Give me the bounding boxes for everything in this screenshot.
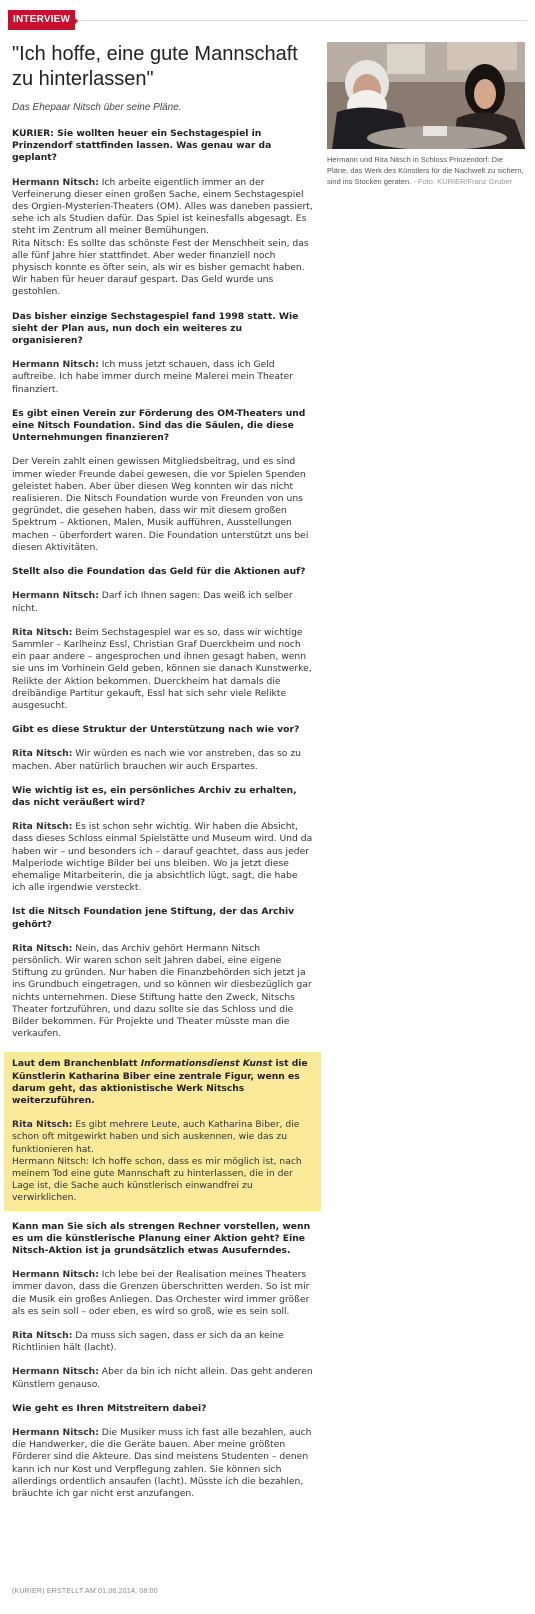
question: Kann man Sie sich als strengen Rechner vorstellen, wenn es um die künstlerische Planung einer Aktion geht? Eine Nitsch-Aktion ist ja grundsätzlich etwas Ausuferndes. bbox=[12, 1220, 311, 1257]
speaker-label: Rita Nitsch: bbox=[12, 748, 73, 760]
question: Wie wichtig ist es, ein persönliches Archiv zu erhalten, das nicht veräußert wird? bbox=[12, 784, 297, 808]
speaker-label: Rita Nitsch: bbox=[12, 626, 73, 638]
answer-text: Ich arbeite eigentlich immer an der Verfeinerung dieser einen großen Sache, einem Sechstagespiel des Orgien-Mysterien-Theaters (OM). Alles was daneben passiert, sehe ich als Studien dafür. Das Spiel ist keinesfalls abgesagt. Es steht im Zentrum all meiner Bemühungen. bbox=[12, 176, 313, 237]
article-footer: (KURIER) ERSTELLT AM 01.06.2014, 08:00 bbox=[12, 1588, 158, 1595]
answer-text: Da muss sich sagen, dass er sich da an keine Richtlinien hält (lacht). bbox=[12, 1330, 284, 1354]
speaker-label: Hermann Nitsch: bbox=[12, 1427, 99, 1439]
question: Ist die Nitsch Foundation jene Stiftung, der das Archiv gehört? bbox=[12, 906, 295, 930]
answer-text: Die Musiker muss ich fast alle bezahlen, auch die Handwerker, die die Geräte bauen. Aber meine größten Förderer sind die Akteure. Das sind meistens Studenten – denen kann ich nur Kost und Verpflegung zahlen. Sie können sich allerdings ordentlich ansaufen (lacht). Müsste ich die bezahlen, bräuchte ich gar nicht erst anzufangen. bbox=[12, 1427, 312, 1500]
section-header bbox=[8, 10, 527, 30]
answer-text: Nein, das Archiv gehört Hermann Nitsch persönlich. Wir waren schon seit Jahren dabei, eine eigene Stiftung zu gründen. Nur haben die Finanzbehörden sich jetzt ja ins Grundbuch eingetragen, und so können wir diesbezüglich gar nichts unternehmen. Diese Stiftung hatte den Zweck, Nitschs Theater fortzuführen, und dazu sollte sie das Schloss und die Bilder bekommen. Für Projekte und Theater müsste man die verkaufen. bbox=[12, 942, 312, 1040]
answer bbox=[12, 943, 313, 1041]
question: Es gibt einen Verein zur Förderung des OM-Theaters und eine Nitsch Foundation. Sind das die Säulen, die diese Unternehmungen finanzieren? bbox=[12, 407, 306, 444]
question: Wie geht es Ihren Mitstreitern dabei? bbox=[12, 1402, 207, 1414]
article-body bbox=[12, 128, 313, 1512]
question: Stellt also die Foundation das Geld für die Aktionen auf? bbox=[12, 566, 306, 578]
speaker-label: Rita Nitsch: bbox=[12, 1119, 73, 1131]
answer-text: Es ist schon sehr wichtig. Wir haben die Absicht, dass dieses Schloss einmal Spielstätte und Museum wird. Und da haben wir – und besonders ich – darauf geachtet, dass aus jeder Malperiode wichtige Bilder bei uns bleiben. Wo ja jetzt diese ehemalige Mitarbeiterin, die ja absichtlich lügt, sagt, die habe ich alle irgendwie versteckt. bbox=[12, 821, 313, 894]
highlight-box bbox=[4, 1052, 321, 1210]
speaker-label: Hermann Nitsch: bbox=[12, 1269, 99, 1281]
article-subtitle: Das Ehepaar Nitsch über seine Pläne. bbox=[12, 102, 182, 113]
answer-text: Darf ich Ihnen sagen: Das weiß ich selber nicht. bbox=[12, 590, 293, 614]
answer bbox=[12, 748, 313, 772]
answer bbox=[12, 1427, 313, 1500]
answer-text: Wir würden es nach wie vor anstreben, das so zu machen. Aber natürlich brauchen wir auch Erspartes. bbox=[12, 748, 301, 772]
answer-text: Beim Sechstagespiel war es so, dass wir wichtige Sammler – Karlheinz Essl, Christian Graf Duerckheim und noch ein paar andere – angesprochen und ihnen gesagt haben, wenn sie uns im Vorhinein Geld geben, können sie danach Kunstwerke, Relikte der Aktion bekommen. Duerckheim hat damals die dreibändige Partitur gekauft, Essl hat sich sehr viele Relikte ausgesucht. bbox=[12, 626, 312, 711]
speaker-label: Rita Nitsch: bbox=[12, 1330, 73, 1342]
answer bbox=[12, 590, 313, 614]
question: Das bisher einzige Sechstagespiel fand 1998 statt. Wie sieht der Plan aus, nun doch ein weiteres zu organisieren? bbox=[12, 310, 299, 347]
question bbox=[12, 1058, 313, 1107]
answer-text: Rita Nitsch: Es sollte das schönste Fest der Menschheit sein, das alle fünf Jahre hier stattfindet. Aber weder finanziell noch physisch konnte es öfter sein, als wir es bisher gemacht haben. Wir haben für heuer darauf gespart. Das Geld wurde uns gestohlen. bbox=[12, 237, 309, 298]
photo-illustration bbox=[327, 42, 525, 149]
speaker-label: Hermann Nitsch: bbox=[12, 176, 99, 188]
article-figure bbox=[327, 42, 525, 187]
answer bbox=[12, 1366, 313, 1390]
question-text: Laut dem Branchenblatt bbox=[12, 1058, 141, 1070]
answer-text: Es gibt mehrere Leute, auch Katharina Biber, die schon oft mitgewirkt haben und sich auskennen, wie das zu funktionieren hat. bbox=[12, 1119, 300, 1155]
article-title: "Ich hoffe, eine gute Mannschaft zu hinterlassen" bbox=[12, 43, 298, 90]
answer bbox=[12, 177, 313, 299]
header-divider bbox=[8, 20, 527, 21]
article-photo[interactable] bbox=[327, 42, 525, 149]
answer bbox=[12, 1330, 313, 1354]
answer bbox=[12, 627, 313, 712]
speaker-label: Hermann Nitsch: bbox=[12, 590, 99, 602]
question-text: ist die Künstlerin Katharina Biber eine zentrale Figur, wenn es darum geht, das aktionistische Werk Nitschs weiterzuführen. bbox=[12, 1058, 308, 1106]
answer: Der Verein zahlt einen gewissen Mitgliedsbeitrag, und es sind immer wieder Freunde dabei gewesen, die vor Spielen Spenden geleistet haben. Aber über diesen Weg konnten wir das nicht realisieren. Die Nitsch Foundation wurde von Freunden von uns gegründet, die gesehen haben, dass wir mit diesem großen Spektrum – Aktionen, Malen, Musik aufführen, Ausstellungen machen – überfordert waren. Die Foundation unterstützt uns bei diesen Aktivitäten. bbox=[12, 456, 309, 553]
answer bbox=[12, 821, 313, 894]
publication-name: Informationsdienst Kunst bbox=[140, 1058, 273, 1070]
speaker-label: Hermann Nitsch: bbox=[12, 1366, 99, 1378]
answer bbox=[12, 359, 313, 396]
answer-text: Aber da bin ich nicht allein. Das geht anderen Künstlern genauso. bbox=[12, 1366, 313, 1390]
speaker-label: Rita Nitsch: bbox=[12, 821, 73, 833]
speaker-label: Hermann Nitsch: bbox=[12, 359, 99, 371]
answer bbox=[12, 1269, 313, 1318]
answer-text: Ich lebe bei der Realisation meines Theaters immer davon, dass die Grenzen überschritten werden. So ist mir die Musik ein großes Anliegen. Das Orchester wird immer größer als es sein soll – oder eben, es wird so groß, wie es sein soll. bbox=[12, 1269, 310, 1317]
question: KURIER: Sie wollten heuer ein Sechstagespiel in Prinzendorf stattfinden lassen. Was genau war da geplant? bbox=[12, 128, 272, 164]
section-tag[interactable]: INTERVIEW bbox=[8, 10, 75, 30]
photo-credit: - Foto: KURIER/Franz Gruber bbox=[413, 177, 513, 186]
photo-caption bbox=[327, 154, 525, 187]
caption-text: Hermann und Rita Nitsch in Schloss Prinzendorf: Die Pläne, das Werk des Künstlers für die Nachwelt zu sichern, sind ins Stocken geraten. bbox=[327, 155, 524, 186]
answer-text: Ich muss jetzt schauen, dass ich Geld auftreibe. Ich habe immer durch meine Malerei mein Theater finanziert. bbox=[12, 359, 294, 395]
answer-text: Hermann Nitsch: Ich hoffe schon, dass es mir möglich ist, nach meinem Tod eine gute Mannschaft zu hinterlassen, die in der Lage ist, die Sache auch künstlerisch einwandfrei zu verwirklichen. bbox=[12, 1155, 302, 1204]
speaker-label: Rita Nitsch: bbox=[12, 942, 73, 954]
question: Gibt es diese Struktur der Unterstützung nach wie vor? bbox=[12, 724, 300, 736]
answer bbox=[12, 1119, 313, 1204]
